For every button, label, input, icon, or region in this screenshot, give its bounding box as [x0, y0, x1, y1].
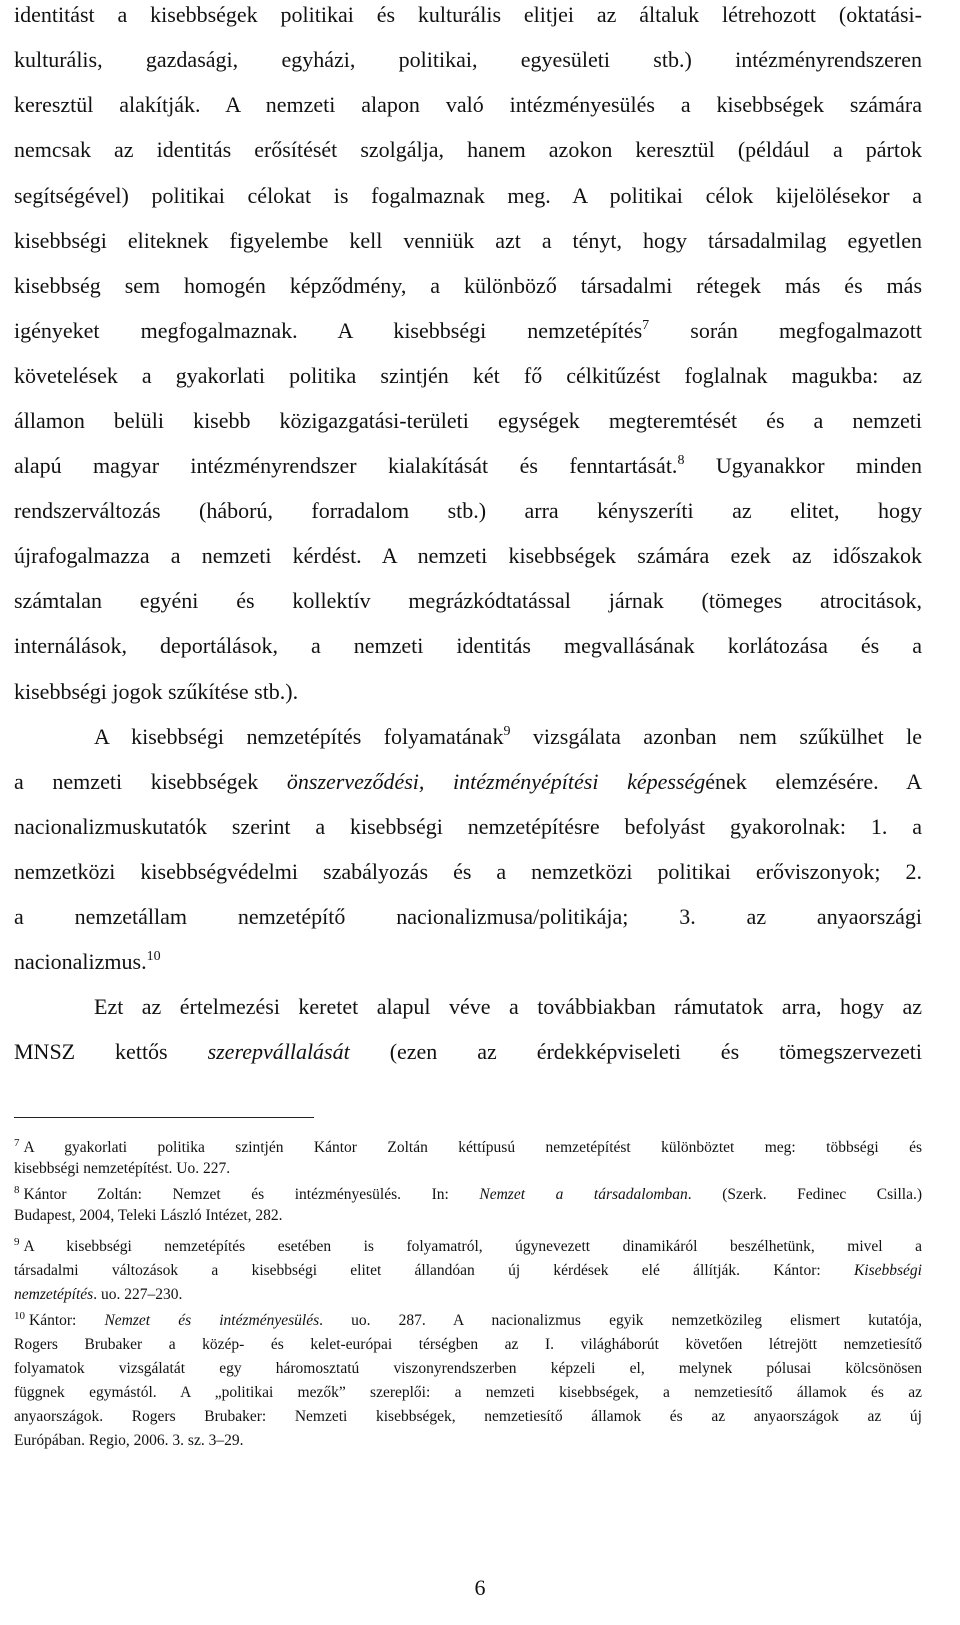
footnote-line: nemzetépítés. uo. 227–230.: [14, 1286, 183, 1303]
footnote-line: $^8$ Kántor Zoltán: Nemzet és intézményesülés. In: Nemzet a társadalomban. (Szerk. Fedinec Csilla.): [14, 1184, 922, 1203]
italic-text: Kisebbségi: [853, 1262, 922, 1279]
footnote-line: Rogers Brubaker a közép- és kelet-európai térségben az I. világháborút követően létrejött nemzetiesítő: [14, 1336, 922, 1353]
footnote-number: 10: [14, 1310, 25, 1322]
body-line: nemcsak az identitás erősítését szolgálja, hanem azokon keresztül (például a pártok: [14, 137, 922, 162]
body-line: igényeket megfogalmaznak. A kisebbségi nemzetépítés$^7$ során megfogalmazott: [14, 318, 922, 343]
footnote-line: társadalmi változások a kisebbségi elitet állandóan új kérdések elé állítják. Kántor: Kisebbségi: [14, 1262, 922, 1279]
italic-text: Nemzet és intézményesülés: [104, 1312, 320, 1329]
footnote-ref: 10: [146, 949, 161, 964]
body-line: számtalan egyéni és kollektív megrázkódtatással járnak (tömeges atrocitások,: [14, 588, 922, 613]
body-line: Ezt az értelmezési keretet alapul véve a továbbiakban rámutatok arra, hogy az: [94, 994, 922, 1019]
footnote-separator: [14, 1117, 314, 1118]
body-line: internálások, deportálások, a nemzeti identitás megvallásának korlátozása és a: [14, 633, 922, 658]
body-line: a nemzetállam nemzetépítő nacionalizmusa/politikája; 3. az anyaországi: [14, 904, 922, 929]
footnote-line: $^9$ A kisebbségi nemzetépítés esetében is folyamatról, úgynevezett dinamikáról beszélhetünk, mivel a: [14, 1236, 922, 1255]
footnote-line: függnek egymástól. A „politikai mezők” szereplői: a nemzeti kisebbségek, a nemzetiesítő államok és az: [14, 1384, 922, 1401]
body-line: kisebbségi jogok szűkítése stb.).: [14, 679, 299, 704]
body-line: a nemzeti kisebbségek önszerveződési, intézményépítési képességének elemzésére. A: [14, 769, 922, 794]
footnote-ref: 8: [677, 453, 685, 468]
body-line: alapú magyar intézményrendszer kialakítását és fenntartását.$^8$ Ugyanakkor minden: [14, 453, 922, 478]
body-line: keresztül alakítják. A nemzeti alapon való intézményesülés a kisebbségek számára: [14, 92, 922, 117]
body-line: identitást a kisebbségek politikai és kulturális elitjei az általuk létrehozott (oktatási-: [14, 2, 922, 27]
footnote-line: Európában. Regio, 2006. 3. sz. 3–29.: [14, 1432, 244, 1449]
footnote-number: 8: [14, 1184, 20, 1196]
footnote-line: anyaországok. Rogers Brubaker: Nemzeti kisebbségek, nemzetiesítő államok és az anyaországok az új: [14, 1408, 922, 1425]
body-line: kulturális, gazdasági, egyházi, politikai, egyesületi stb.) intézményrendszeren: [14, 47, 922, 72]
footnote-number: 9: [14, 1236, 20, 1248]
body-line: követelések a gyakorlati politika szintjén két fő célkitűzést foglalnak magukba: az: [14, 363, 922, 388]
footnote-ref: 7: [642, 318, 650, 333]
body-line: A kisebbségi nemzetépítés folyamatának$^9$ vizsgálata azonban nem szűkülhet le: [94, 724, 922, 749]
body-line: MNSZ kettős szerepvállalását (ezen az érdekképviseleti és tömegszervezeti: [14, 1039, 922, 1064]
body-line: rendszerváltozás (háború, forradalom stb.) arra kényszeríti az elitet, hogy: [14, 498, 922, 523]
italic-text: nemzetépítés: [14, 1286, 94, 1303]
body-line: nacionalizmus.$^{10}$: [14, 949, 161, 974]
body-line: nemzetközi kisebbségvédelmi szabályozás és a nemzetközi politikai erőviszonyok; 2.: [14, 859, 922, 884]
footnote-ref: 9: [503, 724, 511, 739]
body-line: segítségével) politikai célokat is fogalmaznak meg. A politikai célok kijelölésekor a: [14, 183, 922, 208]
body-line: kisebbségi eliteknek figyelembe kell venniük azt a tényt, hogy társadalmilag egyetlen: [14, 228, 922, 253]
footnote-line: kisebbségi nemzetépítést. Uo. 227.: [14, 1160, 231, 1177]
footnote-line: $^{10}$ Kántor: Nemzet és intézményesülés. uo. 287. A nacionalizmus egyik nemzetközileg elismert kutatója,: [14, 1310, 922, 1329]
body-line: újrafogalmazza a nemzeti kérdést. A nemzeti kisebbségek számára ezek az időszakok: [14, 543, 922, 568]
footnote-line: Budapest, 2004, Teleki László Intézet, 282.: [14, 1207, 283, 1224]
footnote-line: $^7$ A gyakorlati politika szintjén Kántor Zoltán kéttípusú nemzetépítést különböztet meg: többségi és: [14, 1137, 922, 1156]
page-number: 6: [474, 1575, 486, 1600]
italic-text: Nemzet a társadalomban: [479, 1186, 688, 1203]
body-line: államon belüli kisebb közigazgatási-területi egységek megteremtését és a nemzeti: [14, 408, 922, 433]
italic-text: önszerveződési, intézményépítési képesség: [286, 769, 706, 794]
footnote-line: folyamatok vizsgálatát egy háromosztatú viszonyrendszerben képzeli el, melynek pólusai kölcsönösen: [14, 1360, 922, 1377]
italic-text: szerepvállalását: [207, 1039, 350, 1064]
footnote-number: 7: [14, 1137, 20, 1149]
body-line: kisebbség sem homogén képződmény, a különböző társadalmi rétegek más és más: [14, 273, 922, 298]
body-line: nacionalizmuskutatók szerint a kisebbségi nemzetépítésre befolyást gyakorolnak: 1. a: [14, 814, 922, 839]
